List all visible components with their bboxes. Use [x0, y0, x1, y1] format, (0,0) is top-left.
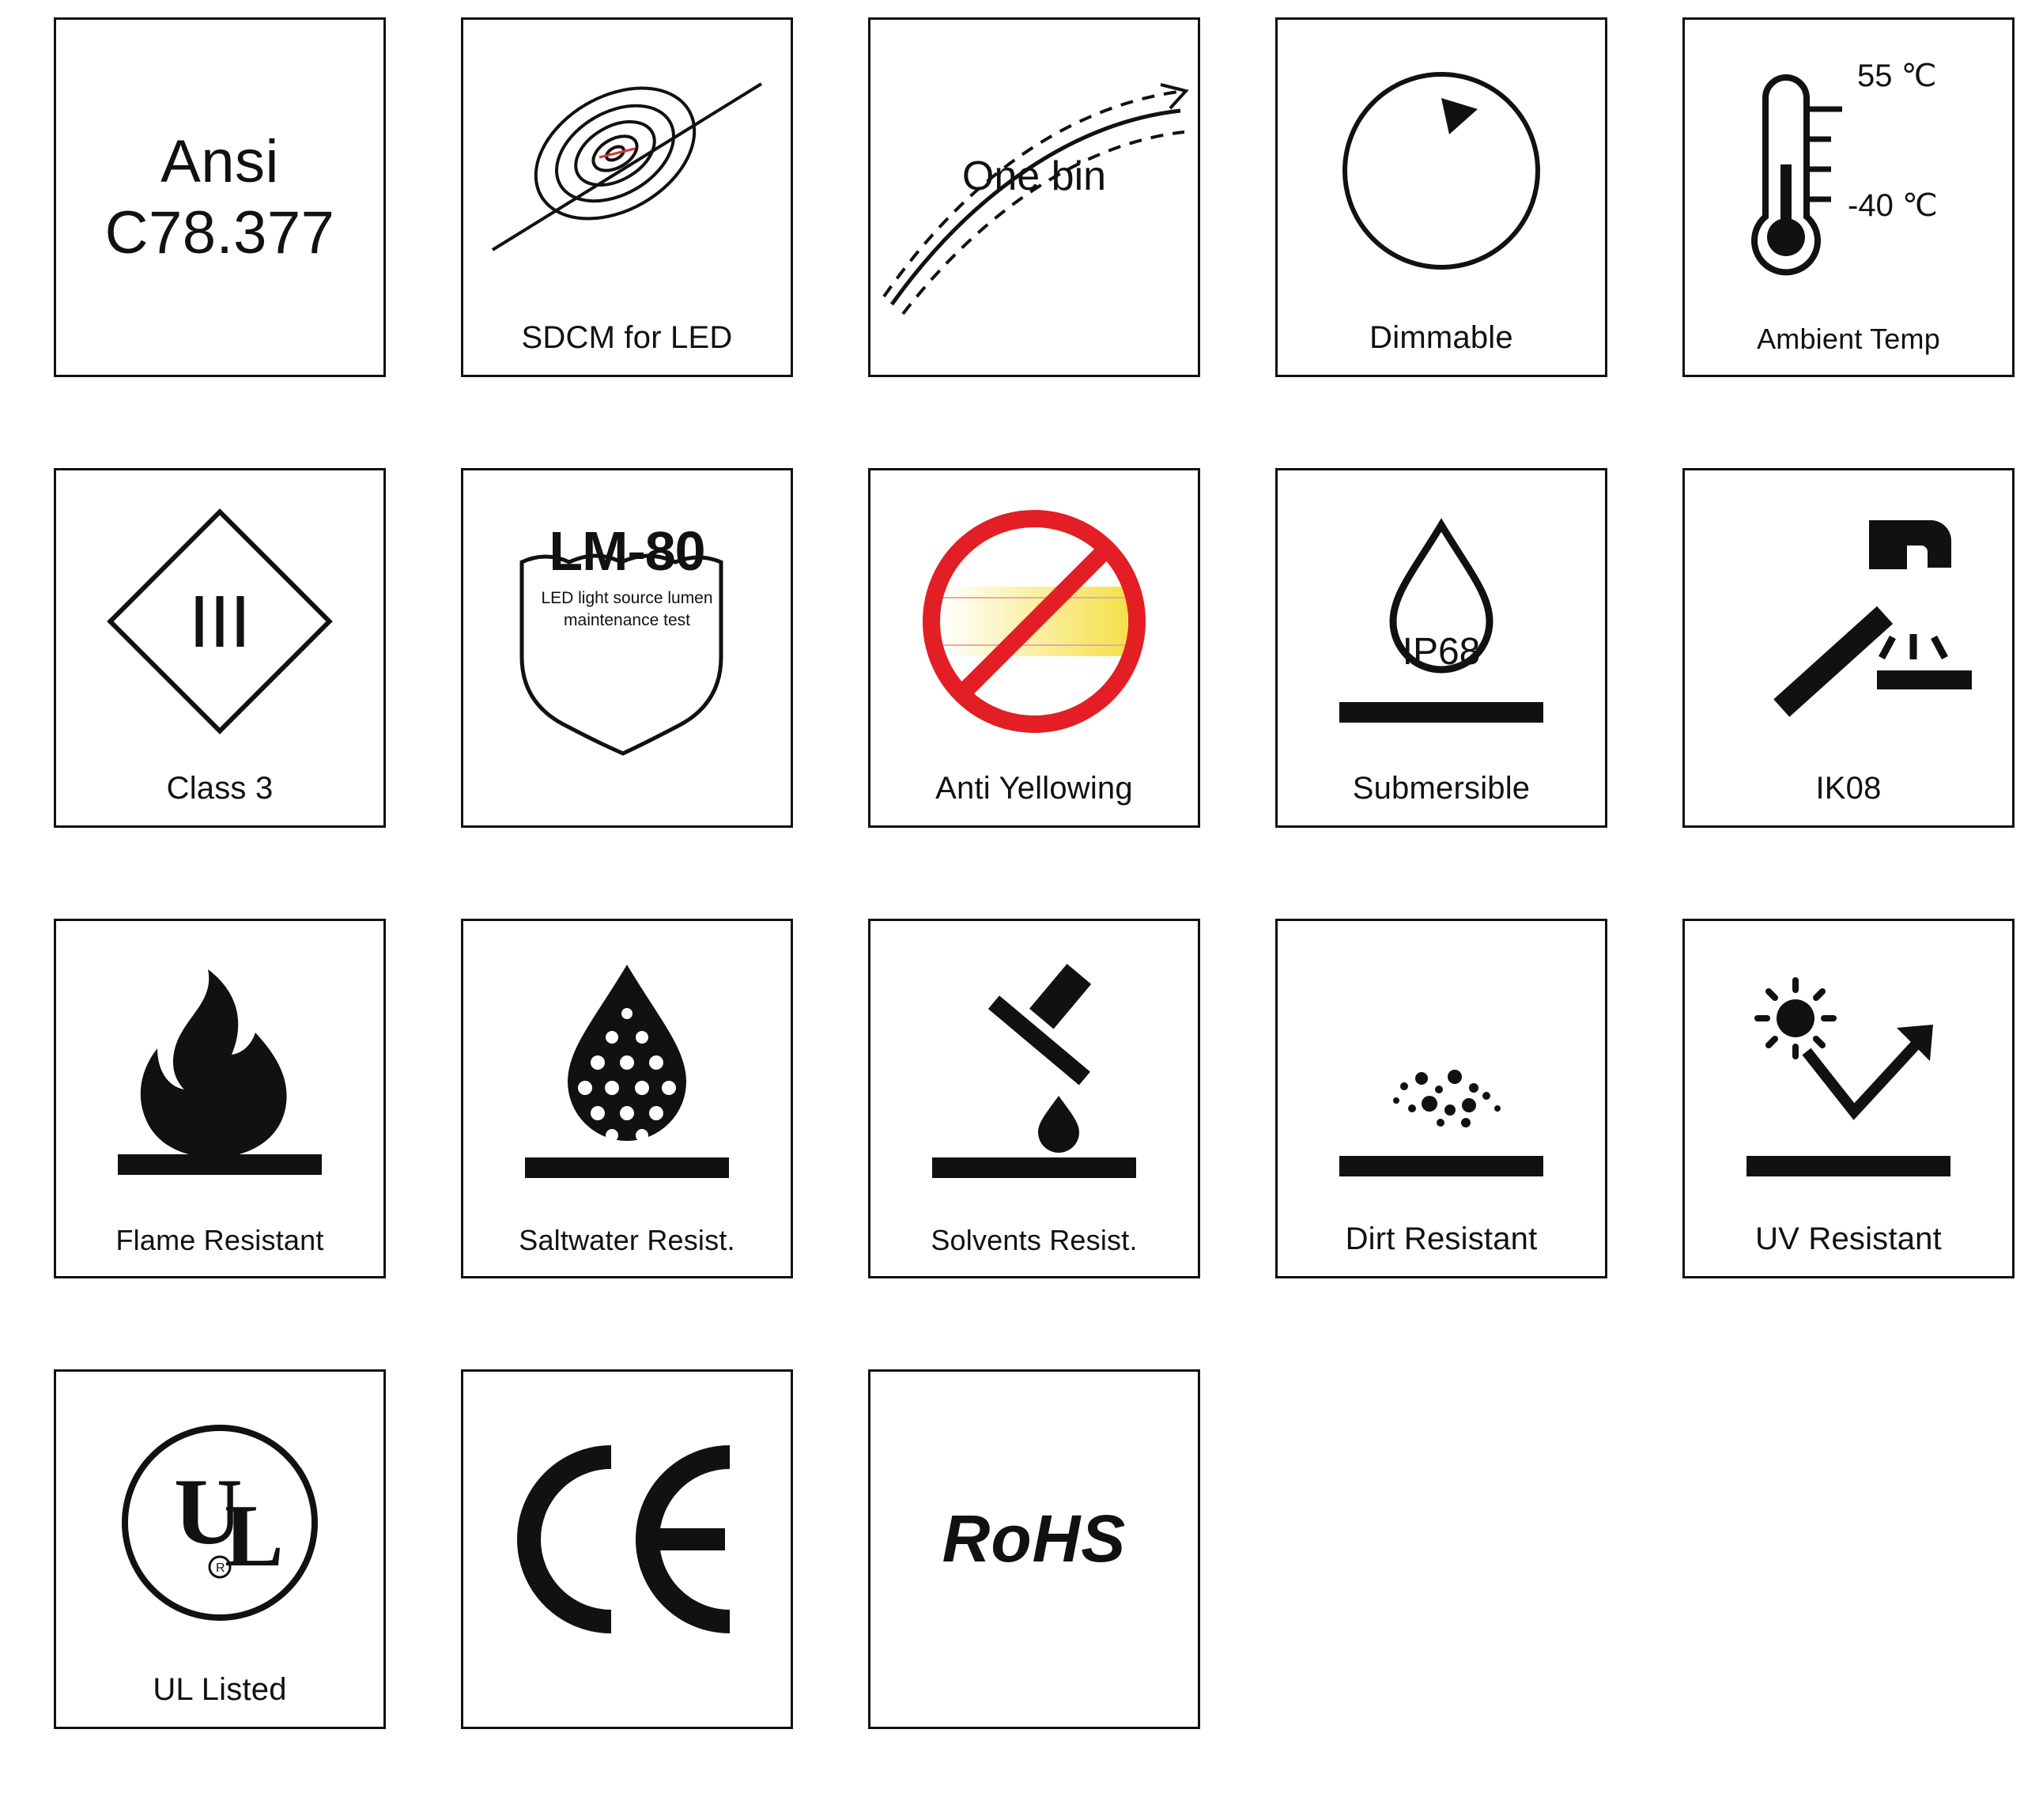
tile-lm-80 [461, 468, 793, 828]
tile-caption: SDCM for LED [521, 320, 733, 355]
tile-anti-yellowing [868, 468, 1200, 828]
lm80-subtitle-1: LED light source lumen [541, 589, 713, 607]
saltwater-drop-icon [463, 921, 791, 1225]
rohs-mark-text [870, 1372, 1198, 1706]
binning-curve-icon [870, 20, 1198, 375]
macadam-ellipse-icon [463, 20, 791, 321]
tile-solvents-resistant [868, 919, 1200, 1278]
rohs-label: RoHS [942, 1501, 1127, 1576]
tile-caption: Solvents Resist. [931, 1224, 1138, 1257]
tile-dimmable [1275, 17, 1607, 377]
hammer-impact-icon [1685, 470, 2012, 772]
tile-caption [463, 1706, 791, 1727]
lm80-badge-icon [463, 470, 791, 825]
tile-caption: UL Listed [153, 1672, 287, 1707]
tile-ce [461, 1369, 793, 1729]
lm80-title: LM-80 [549, 520, 705, 582]
tile-caption: Class 3 [166, 771, 274, 806]
tile-uv-resistant [1682, 919, 2015, 1278]
pipette-drop-icon [870, 921, 1198, 1225]
tile-ik08 [1682, 468, 2015, 828]
tile-caption: Dirt Resistant [1345, 1222, 1538, 1256]
lm80-subtitle-2: maintenance test [564, 611, 690, 629]
tile-saltwater-resistant [461, 919, 793, 1278]
flame-icon [56, 921, 383, 1225]
water-drop-ip-icon [1278, 470, 1605, 772]
tile-rohs [868, 1369, 1200, 1729]
tile-ambient-temp [1682, 17, 2015, 377]
svg-text:R: R [216, 1561, 225, 1575]
thermometer-icon [1685, 20, 2012, 324]
tile-ansi [54, 17, 386, 377]
ce-mark-icon [463, 1372, 791, 1706]
tile-caption: IK08 [1815, 771, 1882, 806]
tile-caption: Ambient Temp [1757, 323, 1940, 356]
tile-dirt-resistant [1275, 919, 1607, 1278]
svg-text:L: L [225, 1486, 284, 1585]
tile-caption: Flame Resistant [115, 1224, 324, 1257]
dirt-specks-icon [1278, 921, 1605, 1222]
tile-sdcm [461, 17, 793, 377]
tile-caption [870, 1706, 1198, 1727]
tile-ul-listed [54, 1369, 386, 1729]
tile-caption: Dimmable [1369, 320, 1513, 355]
tile-one-bin [868, 17, 1200, 377]
tile-caption: UV Resistant [1755, 1222, 1942, 1256]
dimmer-knob-icon [1278, 20, 1605, 321]
sun-arrow-icon [1685, 921, 2012, 1222]
temp-high-label: 55 ℃ [1857, 59, 1937, 93]
ansi-standard-text [56, 20, 383, 375]
temp-low-label: -40 ℃ [1848, 188, 1938, 223]
svg-text:U: U [174, 1458, 243, 1564]
ansi-line-2: C78.377 [104, 198, 335, 266]
ansi-line-1: Ansi [160, 127, 279, 195]
tile-class-3 [54, 468, 386, 828]
class-three-diamond-icon [56, 470, 383, 772]
tile-caption: Saltwater Resist. [519, 1224, 735, 1257]
tile-caption: Anti Yellowing [935, 771, 1133, 806]
ul-mark-icon [56, 1372, 383, 1673]
no-yellowing-icon [870, 470, 1198, 772]
tile-flame-resistant [54, 919, 386, 1278]
tile-caption: Submersible [1352, 771, 1531, 806]
one-bin-label: One bin [961, 153, 1107, 199]
tile-submersible [1275, 468, 1607, 828]
ip-rating-label: IP68 [1402, 631, 1481, 673]
